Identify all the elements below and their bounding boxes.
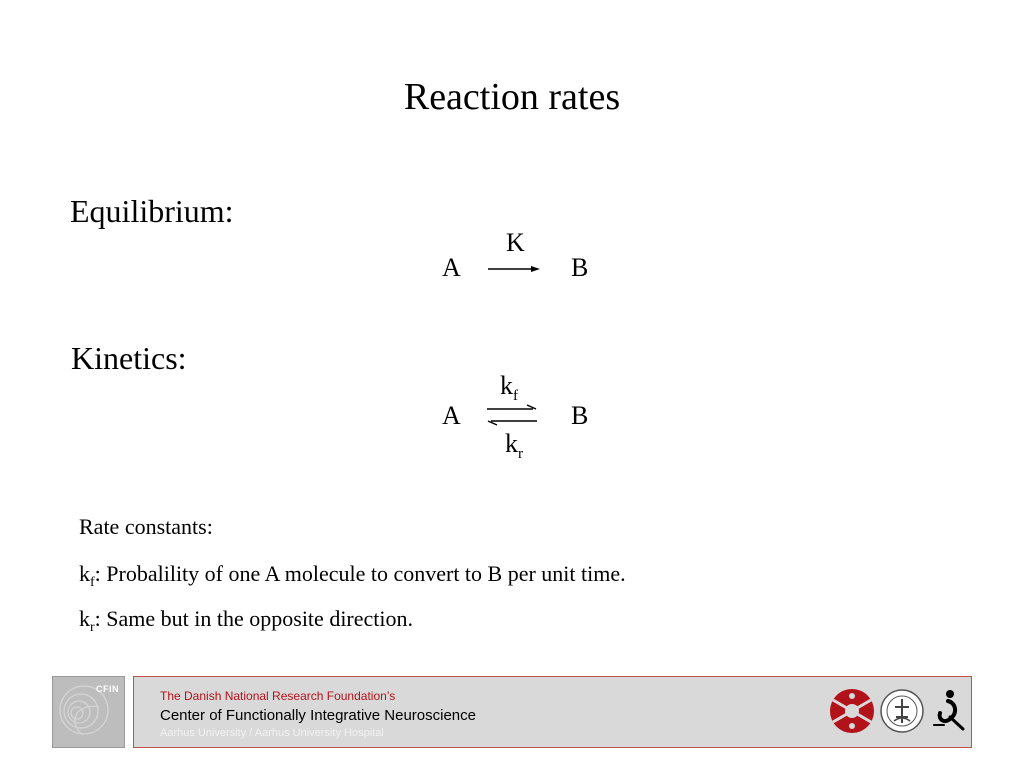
- kinetics-forward-constant: $k_f$: [500, 371, 518, 404]
- university-line: Aarhus University / Aarhus University Hospital: [160, 727, 384, 739]
- dnrf-logo-icon: [829, 688, 875, 734]
- kinetics-product: B: [571, 401, 589, 430]
- equilibrium-constant: K: [506, 228, 525, 257]
- equilibrium-reactant: A: [442, 253, 461, 282]
- kinetics-reactant: A: [442, 401, 461, 430]
- equilibrium-arrows-icon: [487, 404, 539, 426]
- foundation-line: The Danish National Research Foundation’s: [160, 689, 396, 703]
- footer-bar: [133, 676, 972, 748]
- kinetics-reverse-constant: $k_r$: [505, 429, 523, 462]
- logo-label: CFIN: [96, 684, 119, 694]
- equilibrium-heading: Equilibrium:: [70, 193, 234, 229]
- hospital-logo-icon: [930, 689, 966, 733]
- slide-title: Reaction rates: [403, 76, 621, 118]
- equilibrium-product: B: [571, 253, 589, 282]
- aarhus-university-seal-icon: [880, 689, 924, 733]
- forward-arrow-icon: [488, 264, 540, 274]
- cfin-logo: [52, 676, 125, 748]
- rate-constants-heading: Rate constants:: [79, 514, 213, 539]
- kf-definition: $k_f$: Probalility of one A molecule to convert to B per unit time.: [79, 561, 626, 590]
- kr-definition: $k_r$: Same but in the opposite direction.: [79, 606, 414, 635]
- kinetics-heading: Kinetics:: [71, 340, 187, 376]
- center-name: Center of Functionally Integrative Neuroscience: [160, 707, 476, 724]
